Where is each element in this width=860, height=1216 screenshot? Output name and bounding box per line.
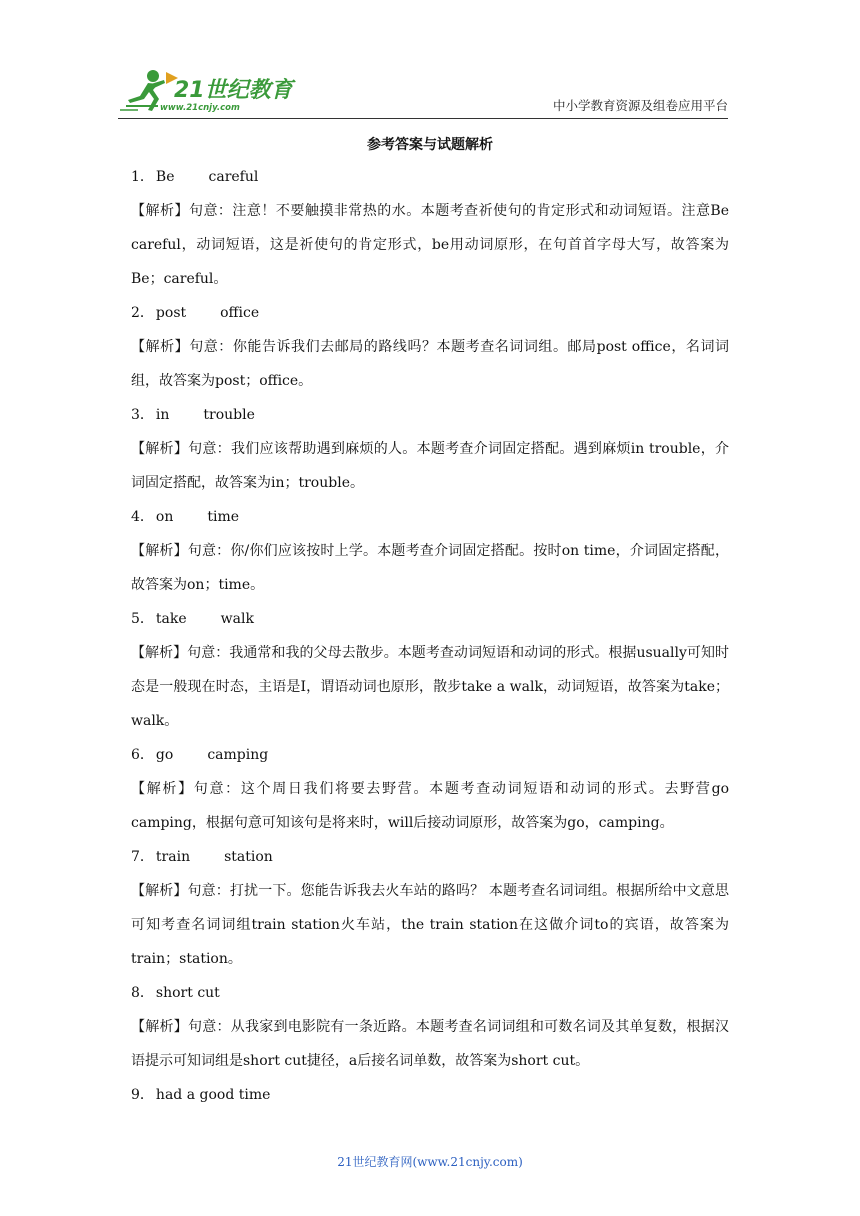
- question-number: 5．: [131, 611, 154, 627]
- logo-url: www.21cnjy.com: [160, 103, 240, 113]
- explanation-tag: 【解析】: [131, 441, 189, 457]
- answer-blank-1: go: [155, 747, 174, 763]
- question-number: 7．: [131, 849, 154, 865]
- explanation-tag: 【解析】: [131, 781, 194, 797]
- answer-blank-1: short cut: [155, 985, 220, 1001]
- answer-blank-2: walk: [220, 611, 254, 627]
- explanation: [131, 1010, 729, 1078]
- answer-blank-1: post: [155, 305, 187, 321]
- answer-line: [131, 296, 729, 330]
- answer-line: [131, 500, 729, 534]
- answer-list: [131, 160, 729, 1112]
- explanation-tag: 【解析】: [131, 1019, 188, 1035]
- answer-line: [131, 160, 729, 194]
- answer-blank-2: time: [207, 509, 240, 525]
- question-number: 8．: [131, 985, 154, 1001]
- question-number: 4．: [131, 509, 154, 525]
- answer-blank-1: take: [155, 611, 187, 627]
- explanation-text: 句意：你/你们应该按时上学。本题考查介词固定搭配。按时on time，介词固定搭配，故答案为on；time。: [131, 543, 730, 593]
- answer-blank-1: in: [155, 407, 170, 423]
- platform-name: 中小学教育资源及组卷应用平台: [552, 98, 728, 113]
- explanation-text: 句意：这个周日我们将要去野营。本题考查动词短语和动词的形式。去野营go camping，根据句意可知该句是将来时，will后接动词原形，故答案为go，camping。: [131, 781, 730, 831]
- answer-line: [131, 840, 729, 874]
- page-header: [0, 0, 860, 120]
- answer-blank-2: station: [224, 849, 273, 865]
- explanation: [131, 874, 729, 976]
- answer-line: [131, 398, 729, 432]
- answer-blank-2: camping: [207, 747, 269, 763]
- explanation: [131, 636, 729, 738]
- question-number: 1．: [131, 169, 154, 185]
- answer-line: [131, 976, 729, 1010]
- runner-logo-icon: [118, 66, 303, 116]
- answer-blank-2: trouble: [203, 407, 255, 423]
- answer-line: [131, 1078, 729, 1112]
- answer-blank-1: Be: [155, 169, 175, 185]
- explanation-text: 句意：打扰一下。您能告诉我去火车站的路吗？ 本题考查名词词组。根据所给中文意思可知考查名词词组train station火车站，the train station在这做介词to的宾语，故答案为train；station。: [131, 883, 729, 967]
- explanation-tag: 【解析】: [131, 339, 190, 355]
- explanation-text: 句意：我们应该帮助遇到麻烦的人。本题考查介词固定搭配。遇到麻烦in trouble，介词固定搭配，故答案为in；trouble。: [131, 441, 730, 491]
- answer-blank-1: had a good time: [155, 1087, 271, 1103]
- answer-line: [131, 738, 729, 772]
- explanation-text: 句意：你能告诉我们去邮局的路线吗？本题考查名词词组。邮局post office，名词词组，故答案为post；office。: [131, 339, 729, 389]
- explanation-text: 句意：我通常和我的父母去散步。本题考查动词短语和动词的形式。根据usually可知时态是一般现在时态，主语是I，谓语动词也原形，散步take a walk，动词短语，故答案为take；walk。: [131, 645, 730, 729]
- page-title: 参考答案与试题解析: [367, 137, 493, 153]
- explanation-tag: 【解析】: [131, 883, 188, 899]
- answer-blank-1: train: [155, 849, 191, 865]
- logo-text: 21世纪教育: [174, 78, 293, 103]
- question-number: 2．: [131, 305, 154, 321]
- explanation: [131, 772, 729, 840]
- explanation-text: 句意：注意！不要触摸非常热的水。本题考查祈使句的肯定形式和动词短语。注意Be careful，动词短语，这是祈使句的肯定形式，be用动词原形，在句首首字母大写，故答案为Be；careful。: [131, 203, 730, 287]
- header-divider: [118, 118, 728, 119]
- answer-line: [131, 602, 729, 636]
- explanation: [131, 194, 729, 296]
- explanation-tag: 【解析】: [131, 203, 189, 219]
- explanation: [131, 534, 729, 602]
- explanation: [131, 432, 729, 500]
- answer-blank-2: careful: [208, 169, 259, 185]
- explanation-tag: 【解析】: [131, 543, 188, 559]
- question-number: 6．: [131, 747, 154, 763]
- answer-blank-1: on: [155, 509, 174, 525]
- footer-link[interactable]: 21世纪教育网(www.21cnjy.com): [337, 1155, 523, 1169]
- question-number: 3．: [131, 407, 154, 423]
- answer-blank-2: office: [220, 305, 260, 321]
- explanation-tag: 【解析】: [131, 645, 188, 661]
- question-number: 9．: [131, 1087, 154, 1103]
- site-logo: [118, 66, 303, 116]
- explanation: [131, 330, 729, 398]
- explanation-text: 句意：从我家到电影院有一条近路。本题考查名词词组和可数名词及其单复数，根据汉语提示可知词组是short cut捷径，a后接名词单数，故答案为short cut。: [131, 1019, 730, 1069]
